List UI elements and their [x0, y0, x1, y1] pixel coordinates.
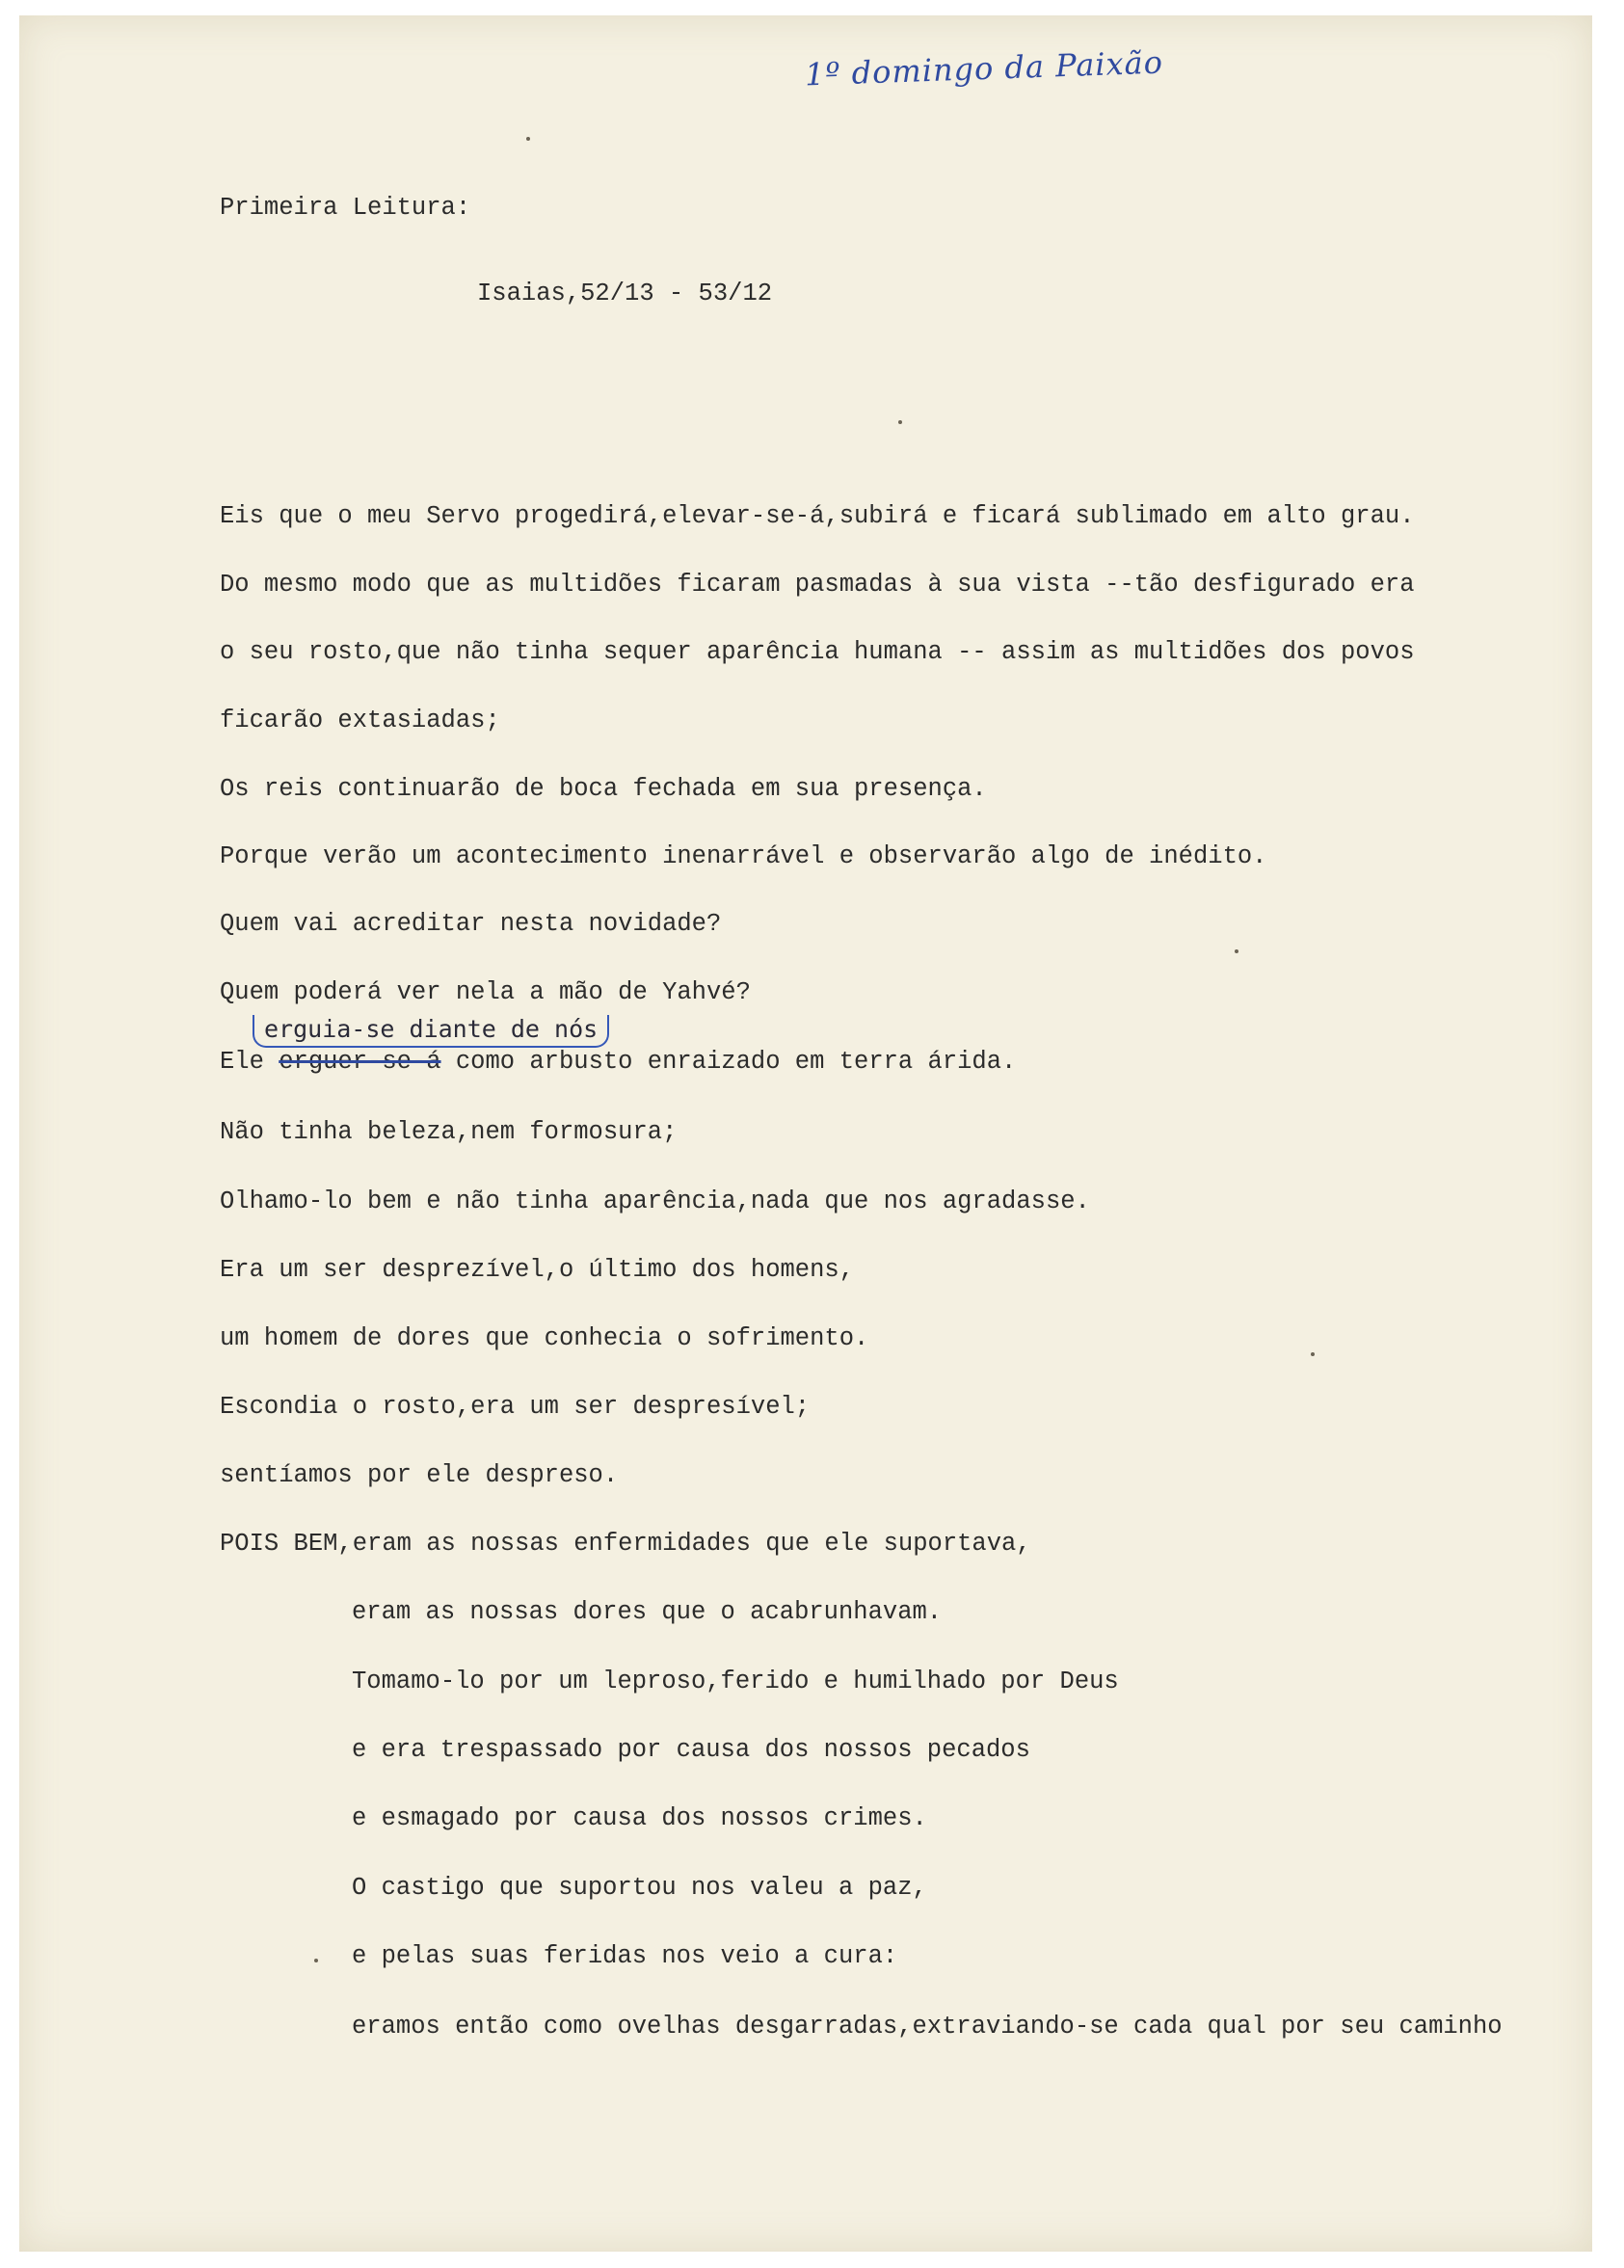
text-line: Era um ser desprezível,o último dos homens,	[220, 1256, 855, 1284]
text-line: Do mesmo modo que as multidões ficaram pasmadas à sua vista --tão desfigurado era	[220, 571, 1415, 599]
text-line: Escondia o rosto,era um ser despresível;	[220, 1393, 811, 1421]
paper-speck	[1311, 1352, 1315, 1356]
indented-line: e esmagado por causa dos nossos crimes.	[352, 1804, 927, 1832]
struck-out-text: erguer-se-á	[279, 1048, 441, 1076]
text-line: sentíamos por ele despreso.	[220, 1461, 619, 1489]
corrected-line	[220, 1050, 1016, 1075]
text-line: Não tinha beleza,nem formosura;	[220, 1118, 678, 1146]
text-line: Quem vai acreditar nesta novidade?	[220, 910, 722, 938]
text-line: um homem de dores que conhecia o sofrimento.	[220, 1324, 869, 1352]
corrected-line-suffix: como arbusto enraizado em terra árida.	[440, 1048, 1017, 1076]
paper-speck	[314, 1959, 318, 1962]
text-line: POIS BEM,eram as nossas enfermidades que ele suportava,	[220, 1530, 1031, 1558]
corrected-line-prefix: Ele	[220, 1048, 280, 1076]
text-line: Porque verão um acontecimento inenarrável e observarão algo de inédito.	[220, 842, 1267, 870]
text-line: Eis que o meu Servo progedirá,elevar-se-á,subirá e ficará sublimado em alto grau.	[220, 502, 1415, 530]
text-line: Olhamo-lo bem e não tinha aparência,nada que nos agradasse.	[220, 1187, 1090, 1215]
reading-heading: Primeira Leitura:	[220, 194, 471, 222]
paper-speck	[1235, 949, 1238, 953]
text-line: o seu rosto,que não tinha sequer aparência humana -- assim as multidões dos povos	[220, 638, 1415, 666]
indented-line: e era trespassado por causa dos nossos pecados	[352, 1736, 1030, 1764]
indented-line: O castigo que suportou nos valeu a paz,	[352, 1874, 927, 1902]
text-line: Quem poderá ver nela a mão de Yahvé?	[220, 978, 751, 1006]
paper-speck	[898, 420, 902, 424]
scripture-citation: Isaias,52/13 - 53/12	[477, 280, 773, 307]
indented-line: e pelas suas feridas nos veio a cura:	[352, 1942, 898, 1970]
text-line: ficarão extasiadas;	[220, 707, 500, 734]
indented-line: eram as nossas dores que o acabrunhavam.	[352, 1598, 943, 1626]
indented-line: Tomamo-lo por um leproso,ferido e humilhado por Deus	[352, 1668, 1119, 1695]
paper-speck	[526, 137, 530, 141]
text-line: Os reis continuarão de boca fechada em sua presença.	[220, 775, 987, 803]
indented-line: eramos então como ovelhas desgarradas,extraviando-se cada qual por seu caminho	[352, 2013, 1503, 2041]
handwritten-note: 1º domingo da Paixão	[804, 43, 1164, 93]
handwritten-insertion: erguia-se diante de nós	[253, 1015, 609, 1048]
